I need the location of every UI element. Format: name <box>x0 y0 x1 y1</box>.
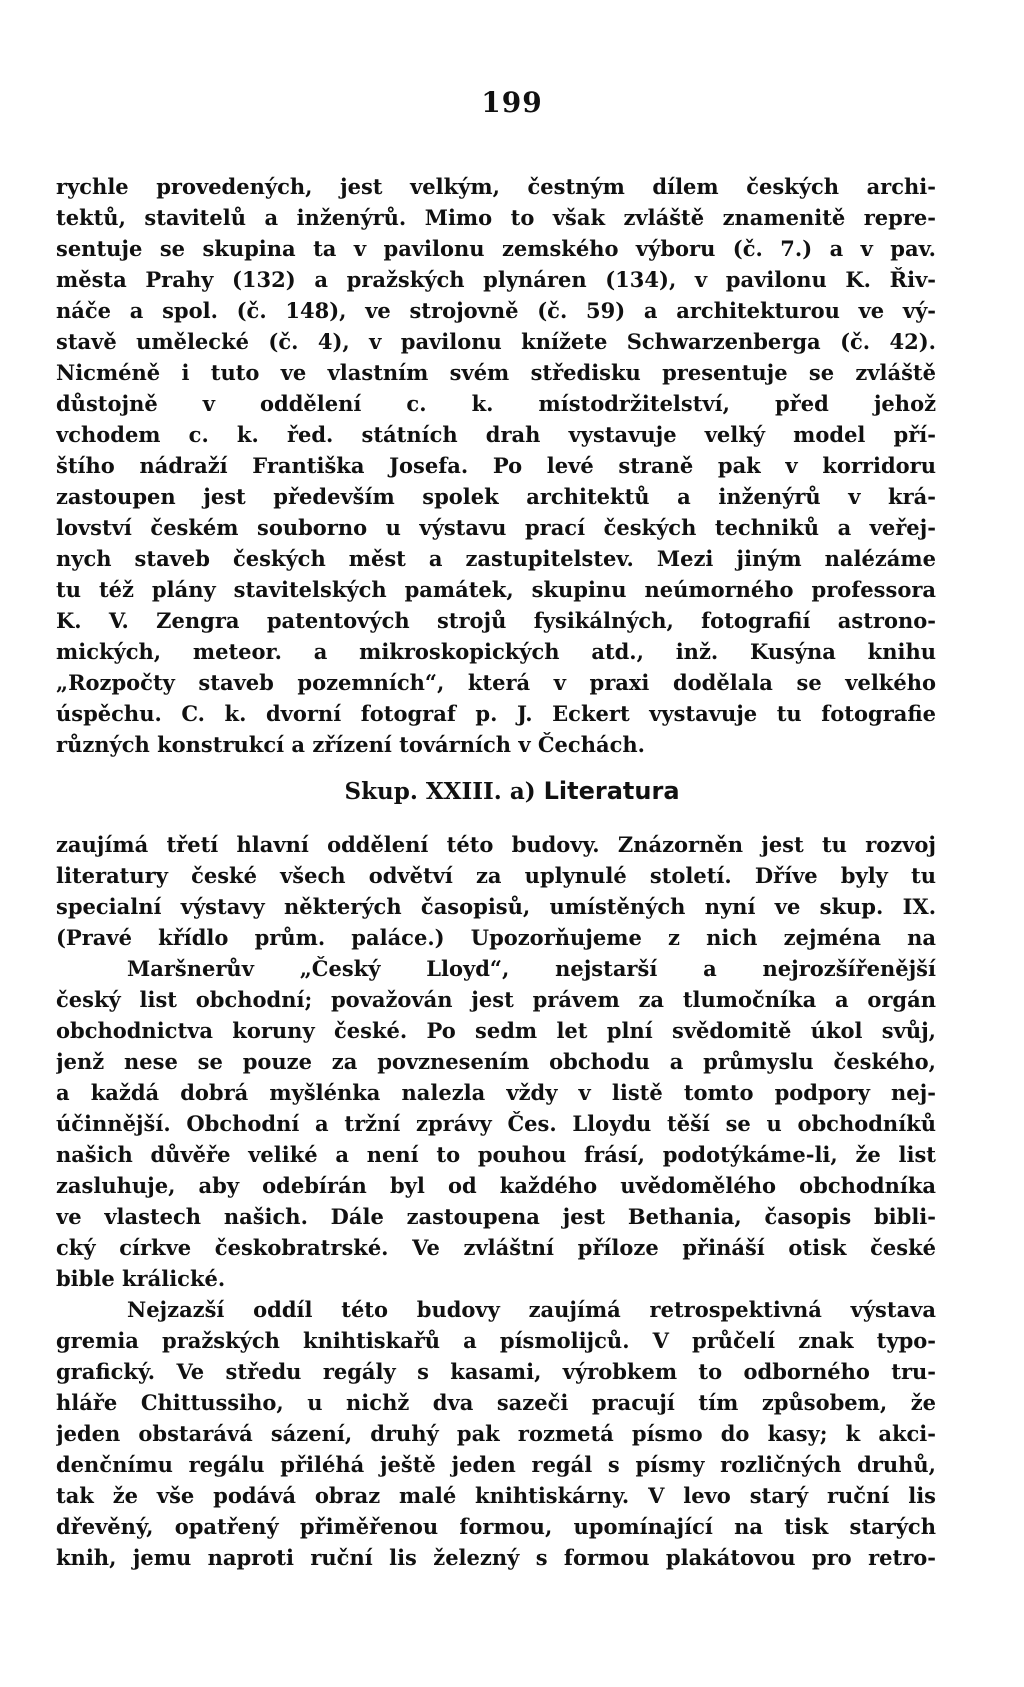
text-line: obchodnictva koruny české. Po sedm let plní svědomitě úkol svůj, <box>56 1018 936 1043</box>
text-line: „Rozpočty staveb pozemních“, která v praxi dodělala se velkého <box>56 670 936 695</box>
text-line: stavě umělecké (č. 4), v pavilonu knížete Schwarzenberga (č. 42). <box>56 329 936 354</box>
section-title: Literatura <box>543 777 680 805</box>
text-line: štího nádraží Františka Josefa. Po levé straně pak v korridoru <box>56 453 936 478</box>
text-line: sentuje se skupina ta v pavilonu zemského výboru (č. 7.) a v pav. <box>56 236 936 261</box>
text-line: Maršnerův „Český Lloyd“, nejstarší a nejrozšířenější <box>127 956 936 981</box>
text-line: a každá dobrá myšlénka nalezla vždy v listě tomto podpory nej- <box>56 1080 936 1105</box>
text-line: Nejzazší oddíl této budovy zaujímá retrospektivná výstava <box>127 1297 936 1322</box>
text-line: zasluhuje, aby odebírán byl od každého uvědomělého obchodníka <box>56 1173 936 1198</box>
text-line: mických, meteor. a mikroskopických atd., inž. Kusýna knihu <box>56 639 936 664</box>
text-line: dřevěný, opatřený přiměřenou formou, upomínající na tisk starých <box>56 1514 936 1539</box>
text-line: rychle provedených, jest velkým, čestným dílem českých archi- <box>56 174 936 199</box>
text-line: našich důvěře veliké a není to pouhou frásí, podotýkáme-li, že list <box>56 1142 936 1167</box>
text-line: města Prahy (132) a pražských plynáren (134), v pavilonu K. Řiv- <box>56 267 936 292</box>
text-line: nych staveb českých měst a zastupitelstev. Mezi jiným nalézáme <box>56 546 936 571</box>
text-line: náče a spol. (č. 148), ve strojovně (č. 59) a architekturou ve vý- <box>56 298 936 323</box>
text-line: ve vlastech našich. Dále zastoupena jest Bethania, časopis bibli- <box>56 1204 936 1229</box>
text-line: (Pravé křídlo prům. paláce.) Upozorňujeme z nich zejména na <box>56 925 936 950</box>
text-line: jenž nese se pouze za povznesením obchodu a průmyslu českého, <box>56 1049 936 1074</box>
text-line: účinnější. Obchodní a tržní zprávy Čes. Lloydu těší se u obchodníků <box>56 1111 936 1136</box>
text-line: zaujímá třetí hlavní oddělení této budovy. Znázorněn jest tu rozvoj <box>56 832 936 857</box>
text-line: gremia pražských knihtiskařů a písmolijců. V průčelí znak typo- <box>56 1328 936 1353</box>
text-line: bible králické. <box>56 1266 226 1291</box>
text-line: český list obchodní; považován jest právem za tlumočníka a orgán <box>56 987 936 1012</box>
text-line: specialní výstavy některých časopisů, umístěných nyní ve skup. IX. <box>56 894 936 919</box>
text-line: knih, jemu naproti ruční lis železný s formou plakátovou pro retro- <box>56 1545 936 1570</box>
text-line: jeden obstarává sázení, druhý pak rozmetá písmo do kasy; k akci- <box>56 1421 936 1446</box>
text-line: úspěchu. C. k. dvorní fotograf p. J. Eckert vystavuje tu fotografie <box>56 701 936 726</box>
text-line: vchodem c. k. řed. státních drah vystavuje velký model pří- <box>56 422 936 447</box>
text-line: tektů, stavitelů a inženýrů. Mimo to však zvláště znamenitě repre- <box>56 205 936 230</box>
text-line: tu též plány stavitelských památek, skupinu neúmorného professora <box>56 577 936 602</box>
text-line: K. V. Zengra patentových strojů fysikálných, fotografií astrono- <box>56 608 936 633</box>
text-line: Nicméně i tuto ve vlastním svém středisku presentuje se zvláště <box>56 360 936 385</box>
text-line: zastoupen jest především spolek architektů a inženýrů v krá- <box>56 484 936 509</box>
section-heading <box>0 776 1024 807</box>
section-prefix: Skup. XXIII. a) <box>344 778 536 805</box>
text-line: důstojně v oddělení c. k. místodržitelství, před jehož <box>56 391 936 416</box>
text-line: různých konstrukcí a zřízení továrních v Čechách. <box>56 732 645 757</box>
text-line: literatury české všech odvětví za uplynulé století. Dříve byly tu <box>56 863 936 888</box>
text-line: denčnímu regálu přiléhá ještě jeden regál s písmy rozličných druhů, <box>56 1452 936 1477</box>
text-line: lovství českém souborno u výstavu prací českých techniků a veřej- <box>56 515 936 540</box>
page-number: 199 <box>481 86 543 119</box>
text-line: hláře Chittussiho, u nichž dva sazeči pracují tím způsobem, že <box>56 1390 936 1415</box>
text-line: grafický. Ve středu regály s kasami, výrobkem to odborného tru- <box>56 1359 936 1384</box>
text-line: cký církve českobratrské. Ve zvláštní příloze přináší otisk české <box>56 1235 936 1260</box>
text-line: tak že vše podává obraz malé knihtiskárny. V levo starý ruční lis <box>56 1483 936 1508</box>
